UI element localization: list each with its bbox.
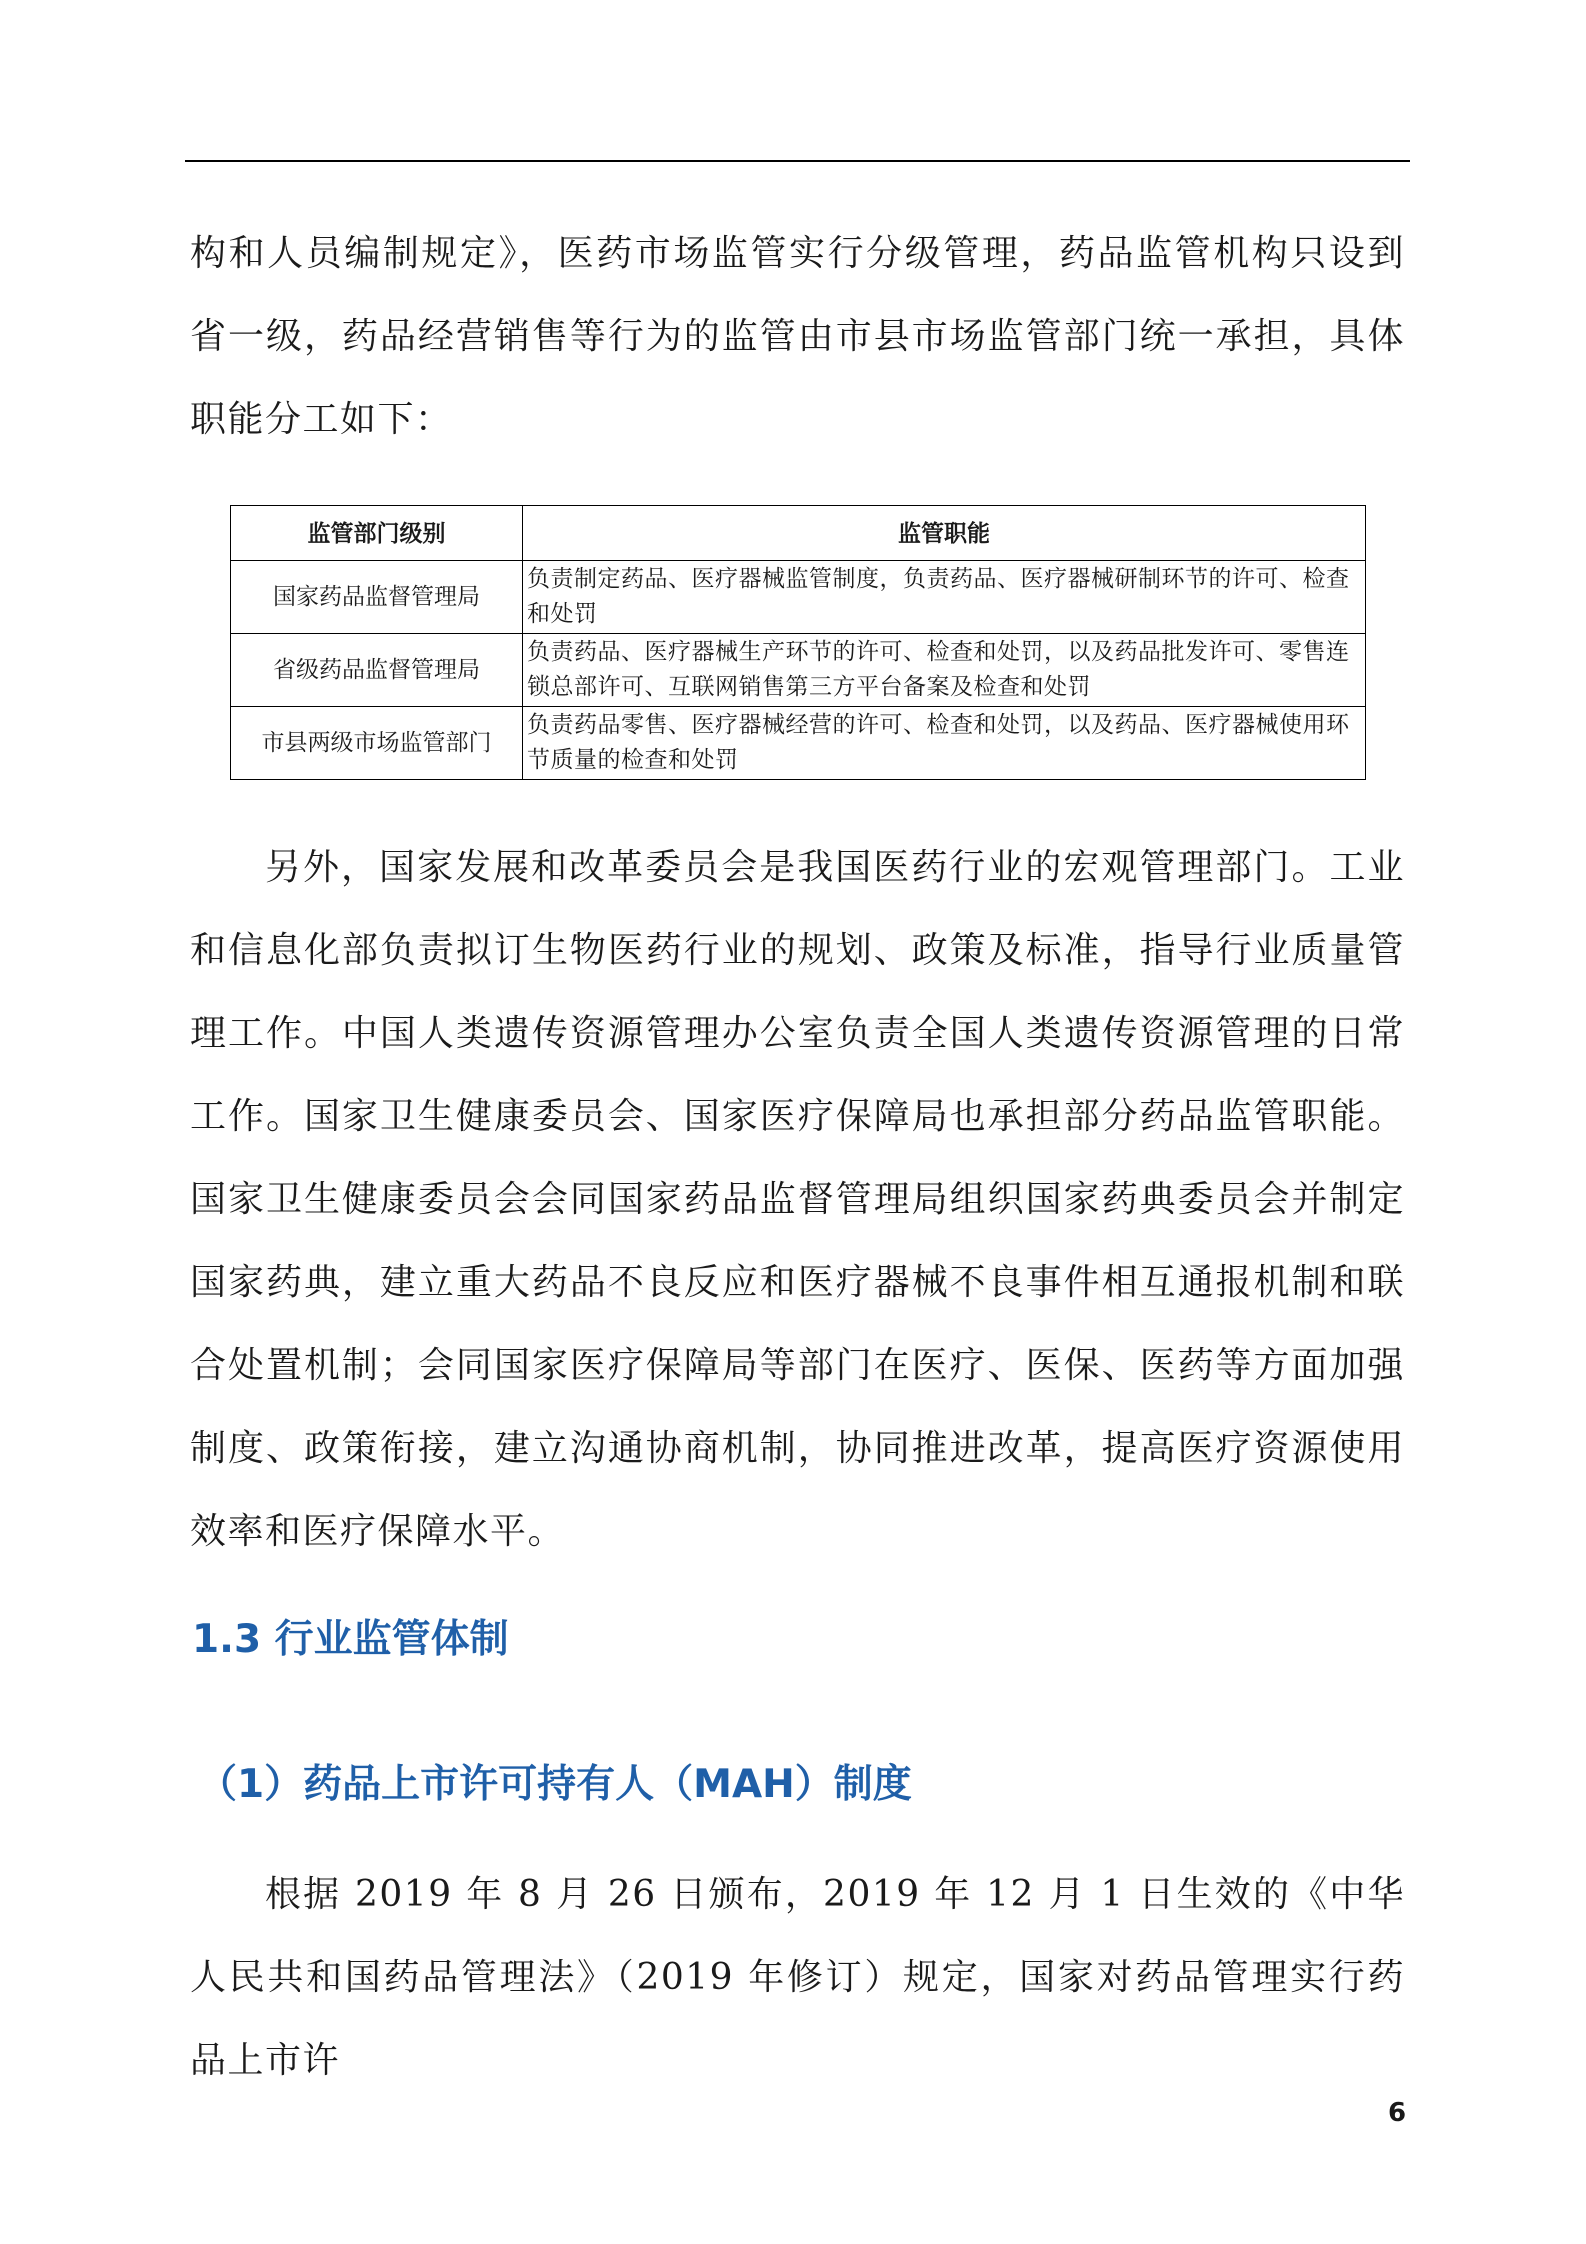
table-row bbox=[231, 561, 1366, 634]
header-functions: 监管职能 bbox=[523, 506, 1366, 561]
dept-cell: 市县两级市场监管部门 bbox=[231, 707, 523, 780]
section-heading: 1.3 行业监管体制 bbox=[192, 1617, 509, 1662]
header-rule bbox=[185, 160, 1410, 162]
final-paragraph: 根据 2019 年 8 月 26 日颁布，2019 年 12 月 1 日生效的《中华人民共和国药品管理法》（2019 年修订）规定，国家对药品管理实行药品上市许 bbox=[190, 1874, 1405, 2081]
subsection-heading: （1）药品上市许可持有人（MAH）制度 bbox=[198, 1762, 912, 1807]
function-cell: 负责药品、医疗器械生产环节的许可、检查和处罚，以及药品批发许可、零售连锁总部许可、互联网销售第三方平台备案及检查和处罚 bbox=[523, 634, 1366, 707]
table-header-row bbox=[231, 506, 1366, 561]
body-paragraph: 另外，国家发展和改革委员会是我国医药行业的宏观管理部门。工业和信息化部负责拟订生物医药行业的规划、政策及标准，指导行业质量管理工作。中国人类遗传资源管理办公室负责全国人类遗传资源管理的日常工作。国家卫生健康委员会、国家医疗保障局也承担部分药品监管职能。国家卫生健康委员会会同国家药品监督管理局组织国家药典委员会并制定国家药典，建立重大药品不良反应和医疗器械不良事件相互通报机制和联合处置机制；会同国家医疗保障局等部门在医疗、医保、医药等方面加强制度、政策衔接，建立沟通协商机制，协同推进改革，提高医疗资源使用效率和医疗保障水平。 bbox=[190, 847, 1405, 1552]
header-dept-level: 监管部门级别 bbox=[231, 506, 523, 561]
table-row bbox=[231, 707, 1366, 780]
supervision-table bbox=[230, 505, 1366, 780]
dept-cell: 国家药品监督管理局 bbox=[231, 561, 523, 634]
intro-paragraph: 构和人员编制规定》，医药市场监管实行分级管理，药品监管机构只设到省一级，药品经营销售等行为的监管由市县市场监管部门统一承担，具体职能分工如下： bbox=[190, 233, 1405, 440]
function-cell: 负责药品零售、医疗器械经营的许可、检查和处罚，以及药品、医疗器械使用环节质量的检查和处罚 bbox=[523, 707, 1366, 780]
table-row bbox=[231, 634, 1366, 707]
dept-cell: 省级药品监督管理局 bbox=[231, 634, 523, 707]
page-number: 6 bbox=[1388, 2098, 1407, 2128]
function-cell: 负责制定药品、医疗器械监管制度，负责药品、医疗器械研制环节的许可、检查和处罚 bbox=[523, 561, 1366, 634]
